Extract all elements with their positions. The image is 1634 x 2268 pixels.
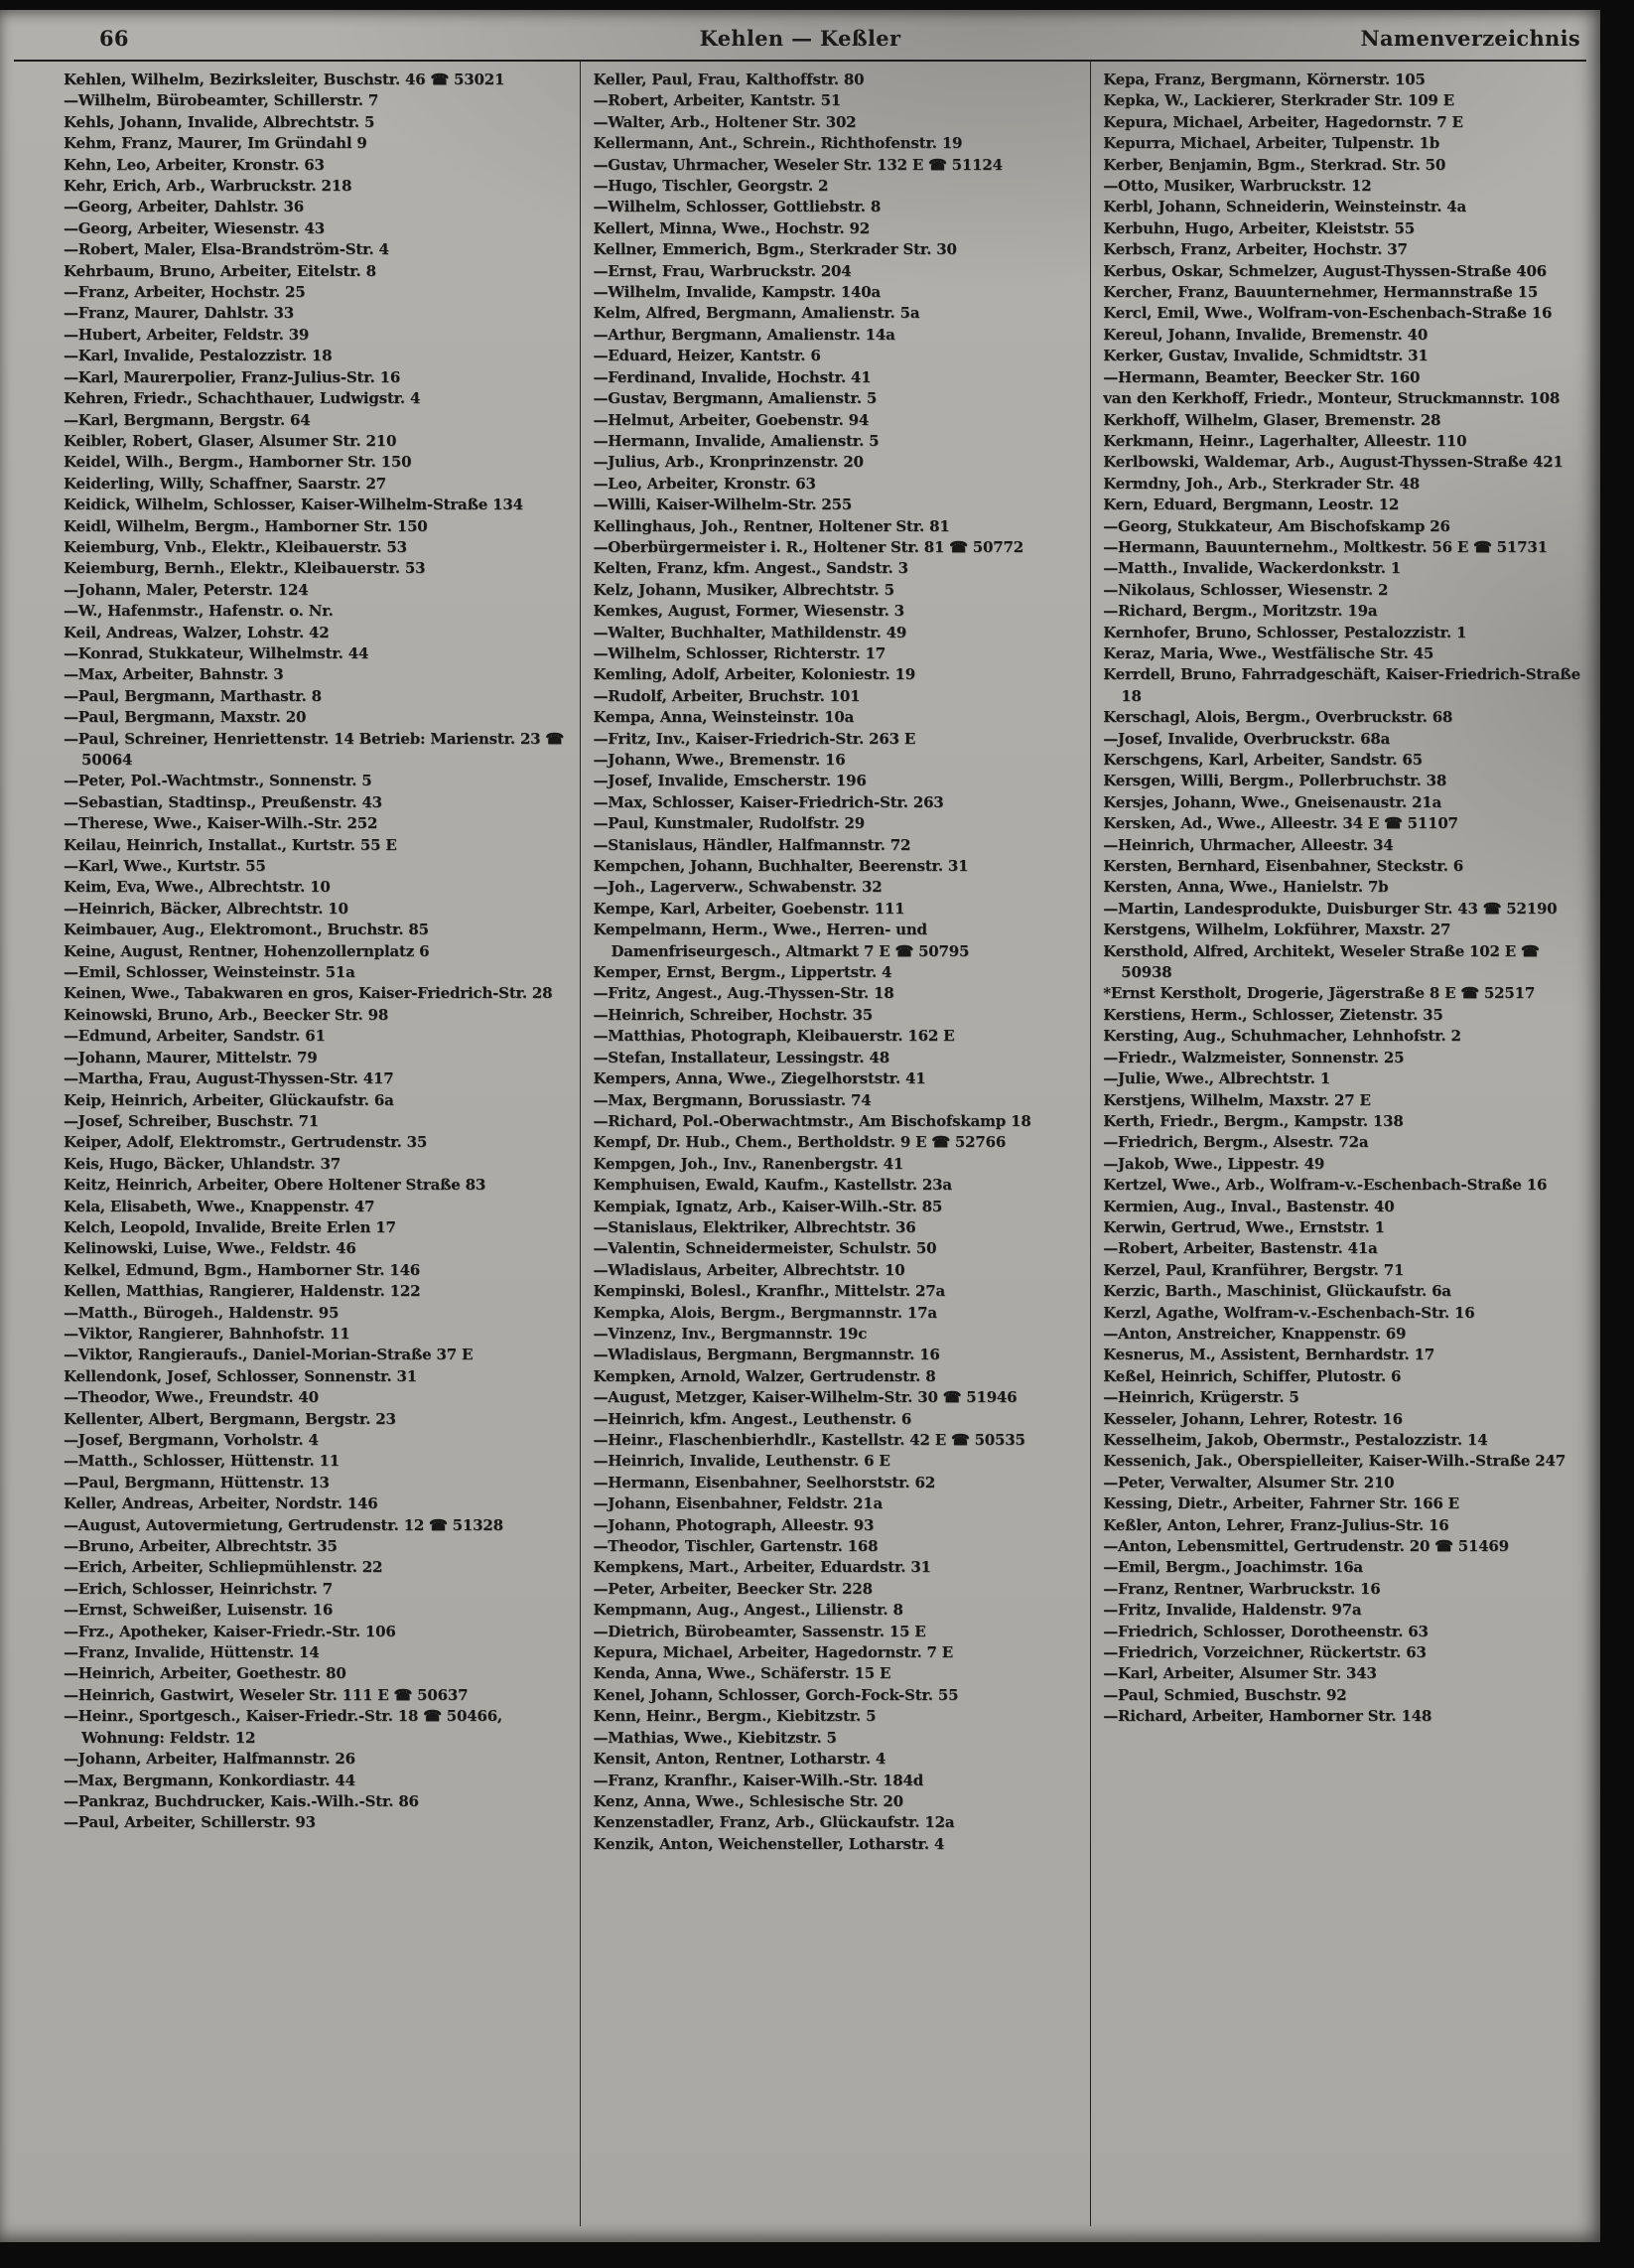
- directory-entry: —Heinrich, Schreiber, Hochstr. 35: [593, 1005, 874, 1024]
- directory-entry: —Hermann, Eisenbahner, Seelhorststr. 62: [593, 1473, 936, 1491]
- directory-entry: —Gustav, Bergmann, Amalienstr. 5: [593, 389, 878, 408]
- directory-entry: —Joh., Lagerverw., Schwabenstr. 32: [593, 878, 883, 897]
- directory-entry: —Friedr., Walzmeister, Sonnenstr. 25: [1103, 1048, 1405, 1066]
- directory-entry: Kepa, Franz, Bergmann, Körnerstr. 105: [1103, 71, 1426, 88]
- directory-entry: —Erich, Schlosser, Heinrichstr. 7: [64, 1579, 333, 1598]
- directory-entry: —Wladislaus, Arbeiter, Albrechtstr. 10: [593, 1260, 905, 1279]
- directory-entry: Kerzl, Agathe, Wolfram-v.-Eschenbach-Str. 16: [1103, 1303, 1475, 1322]
- directory-entry: —Heinr., Sportgesch., Kaiser-Friedr.-Str. 18 ☎ 50466, Wohnung: Feldstr. 12: [64, 1707, 502, 1747]
- directory-entry: —Heinrich, Bäcker, Albrechtstr. 10: [64, 899, 348, 918]
- directory-entry: Kessenich, Jak., Oberspielleiter, Kaiser-Wilh.-Straße 247: [1103, 1452, 1566, 1471]
- directory-entry: Kessing, Dietr., Arbeiter, Fahrner Str. 166 E: [1103, 1494, 1459, 1513]
- directory-entry: —Franz, Kranfhr., Kaiser-Wilh.-Str. 184d: [593, 1771, 924, 1789]
- directory-entry: Kermien, Aug., Inval., Bastenstr. 40: [1103, 1197, 1395, 1215]
- directory-entry: Kepurra, Michael, Arbeiter, Tulpenstr. 1b: [1103, 134, 1439, 153]
- directory-entry: Keil, Andreas, Walzer, Lohstr. 42: [64, 623, 330, 641]
- directory-entry: —Helmut, Arbeiter, Goebenstr. 94: [593, 410, 870, 429]
- directory-entry: Kemper, Ernst, Bergm., Lippertstr. 4: [593, 963, 892, 982]
- directory-entry: —Friedrich, Schlosser, Dorotheenstr. 63: [1103, 1622, 1429, 1640]
- directory-entry: Kehren, Friedr., Schachthauer, Ludwigstr. 4: [64, 389, 421, 408]
- directory-entry: Kersthold, Alfred, Architekt, Weseler Straße 102 E ☎ 50938: [1103, 941, 1540, 982]
- directory-entry: Keinen, Wwe., Tabakwaren en gros, Kaiser-Friedrich-Str. 28: [64, 984, 553, 1003]
- directory-entry: Kempken, Arnold, Walzer, Gertrudenstr. 8: [593, 1366, 936, 1385]
- directory-entry: —Robert, Maler, Elsa-Brandström-Str. 4: [64, 240, 389, 259]
- directory-entry: —Ferdinand, Invalide, Hochstr. 41: [593, 367, 872, 386]
- directory-entry: —Heinrich, Uhrmacher, Alleestr. 34: [1103, 835, 1394, 854]
- directory-entry: —Franz, Rentner, Warbruckstr. 16: [1103, 1579, 1381, 1598]
- directory-entry: Kersgen, Willi, Bergm., Pollerbruchstr. 38: [1103, 772, 1447, 790]
- directory-entry: Kersjes, Johann, Wwe., Gneisenaustr. 21a: [1103, 792, 1442, 811]
- directory-entry: Kerlbowski, Waldemar, Arb., August-Thyssen-Straße 421: [1103, 453, 1564, 472]
- directory-entry: Kempgen, Joh., Inv., Ranenbergstr. 41: [593, 1154, 904, 1173]
- directory-entry: —Viktor, Rangieraufs., Daniel-Morian-Straße 37 E: [64, 1346, 474, 1364]
- directory-entry: —Wilhelm, Schlosser, Richterstr. 17: [593, 643, 885, 662]
- directory-entry: Kelch, Leopold, Invalide, Breite Erlen 17: [64, 1217, 396, 1236]
- directory-entry: Kersten, Anna, Wwe., Hanielstr. 7b: [1103, 878, 1389, 897]
- directory-entry: Kenz, Anna, Wwe., Schlesische Str. 20: [593, 1791, 903, 1810]
- directory-entry: Kenzik, Anton, Weichensteller, Lotharstr. 4: [593, 1834, 945, 1853]
- directory-entry: —Max, Arbeiter, Bahnstr. 3: [64, 665, 284, 684]
- directory-entry: —Wladislaus, Bergmann, Bergmannstr. 16: [593, 1346, 940, 1364]
- directory-entry: Kesnerus, M., Assistent, Bernhardstr. 17: [1103, 1346, 1435, 1364]
- directory-entry: —Bruno, Arbeiter, Albrechtstr. 35: [64, 1537, 338, 1556]
- directory-entry: —Jakob, Wwe., Lippestr. 49: [1103, 1154, 1325, 1173]
- directory-entry: —Erich, Arbeiter, Schliepmühlenstr. 22: [64, 1558, 383, 1577]
- directory-entry: —Eduard, Heizer, Kantstr. 6: [593, 347, 821, 365]
- directory-entry: Kepura, Michael, Arbeiter, Hagedornstr. 7 E: [593, 1643, 953, 1662]
- directory-entry: Kercher, Franz, Bauunternehmer, Hermannstraße 15: [1103, 283, 1539, 302]
- directory-entry: —Matth., Invalide, Wackerdonkstr. 1: [1103, 559, 1402, 578]
- directory-entry: —Max, Schlosser, Kaiser-Friedrich-Str. 263: [593, 792, 944, 811]
- directory-entry: —August, Autovermietung, Gertrudenstr. 12 ☎ 51328: [64, 1515, 503, 1534]
- directory-entry: Keßler, Anton, Lehrer, Franz-Julius-Str. 16: [1103, 1515, 1449, 1534]
- page-header: [14, 20, 1586, 62]
- directory-entry: Kelm, Alfred, Bergmann, Amalienstr. 5a: [593, 304, 920, 323]
- directory-entry: —Heinrich, Arbeiter, Goethestr. 80: [64, 1664, 346, 1683]
- directory-entry: Kempers, Anna, Wwe., Ziegelhorststr. 41: [593, 1069, 926, 1088]
- directory-entry: Kenel, Johann, Schlosser, Gorch-Fock-Str. 55: [593, 1685, 959, 1704]
- directory-entry: —Emil, Bergm., Joachimstr. 16a: [1103, 1558, 1363, 1577]
- directory-column-3: [1090, 62, 1600, 2226]
- directory-entry: Kerbl, Johann, Schneiderin, Weinsteinstr. 4a: [1103, 198, 1466, 216]
- directory-entry: —Theodor, Wwe., Freundstr. 40: [64, 1388, 319, 1407]
- directory-entry: —Josef, Invalide, Overbruckstr. 68a: [1103, 729, 1391, 748]
- directory-entry: —Pankraz, Buchdrucker, Kais.-Wilh.-Str. 86: [64, 1791, 419, 1810]
- directory-entry: Kertzel, Wwe., Arb., Wolfram-v.-Eschenbach-Straße 16: [1103, 1176, 1548, 1195]
- directory-entry: Keinowski, Bruno, Arb., Beecker Str. 98: [64, 1005, 389, 1024]
- directory-entry: —Edmund, Arbeiter, Sandstr. 61: [64, 1027, 326, 1046]
- directory-entry: Kehlen, Wilhelm, Bezirksleiter, Buschstr. 46 ☎ 53021: [64, 71, 505, 88]
- directory-entry: —Arthur, Bergmann, Amalienstr. 14a: [593, 325, 895, 344]
- directory-entry: Kempkens, Mart., Arbeiter, Eduardstr. 31: [593, 1558, 931, 1577]
- directory-entry: —Josef, Bergmann, Vorholstr. 4: [64, 1431, 319, 1449]
- directory-entry: —W., Hafenmstr., Hafenstr. o. Nr.: [64, 602, 334, 621]
- directory-entry: —Johann, Maurer, Mittelstr. 79: [64, 1048, 318, 1066]
- directory-entry: Kempe, Karl, Arbeiter, Goebenstr. 111: [593, 899, 905, 918]
- directory-entry: —Max, Bergmann, Borussiastr. 74: [593, 1090, 872, 1109]
- directory-entry: —Fritz, Angest., Aug.-Thyssen-Str. 18: [593, 984, 894, 1003]
- directory-entry: Kehls, Johann, Invalide, Albrechtstr. 5: [64, 112, 375, 131]
- directory-entry: —Heinr., Flaschenbierhdlr., Kastellstr. 42 E ☎ 50535: [593, 1431, 1025, 1449]
- directory-entry: Keidel, Wilh., Bergm., Hamborner Str. 150: [64, 453, 412, 472]
- directory-entry: Kerzic, Barth., Maschinist, Glückaufstr. 6a: [1103, 1282, 1451, 1301]
- directory-entry: —Johann, Photograph, Alleestr. 93: [593, 1515, 875, 1534]
- directory-entry: —Valentin, Schneidermeister, Schulstr. 50: [593, 1239, 937, 1258]
- directory-entry: Kerbuhn, Hugo, Arbeiter, Kleiststr. 55: [1103, 218, 1416, 237]
- directory-entry: Kersten, Bernhard, Eisenbahner, Steckstr. 6: [1103, 857, 1464, 876]
- directory-entry: Kerrdell, Bruno, Fahrradgeschäft, Kaiser-Friedrich-Straße 18: [1103, 665, 1580, 705]
- directory-entry: —Matth., Schlosser, Hüttenstr. 11: [64, 1452, 340, 1471]
- directory-entry: Kerth, Friedr., Bergm., Kampstr. 138: [1103, 1111, 1404, 1130]
- directory-entry: Keller, Paul, Frau, Kalthoffstr. 80: [593, 71, 865, 88]
- directory-entry: Kellendonk, Josef, Schlosser, Sonnenstr. 31: [64, 1366, 417, 1385]
- directory-entry: Kehn, Leo, Arbeiter, Kronstr. 63: [64, 155, 325, 174]
- directory-entry: —Johann, Wwe., Bremenstr. 16: [593, 751, 846, 769]
- directory-entry: —Fritz, Invalide, Haldenstr. 97a: [1103, 1601, 1362, 1620]
- directory-entry: —Leo, Arbeiter, Kronstr. 63: [593, 474, 816, 493]
- directory-entry: Kenn, Heinr., Bergm., Kiebitzstr. 5: [593, 1707, 877, 1726]
- directory-entry: Kellen, Matthias, Rangierer, Haldenstr. 122: [64, 1282, 421, 1301]
- directory-entry: Kempa, Anna, Weinsteinstr. 10a: [593, 708, 855, 727]
- directory-entry: Kemphuisen, Ewald, Kaufm., Kastellstr. 23a: [593, 1176, 952, 1195]
- directory-entry: Kelten, Franz, kfm. Angest., Sandstr. 3: [593, 559, 908, 578]
- directory-entry: —Georg, Arbeiter, Wiesenstr. 43: [64, 218, 325, 237]
- directory-entry: Keraz, Maria, Wwe., Westfälische Str. 45: [1103, 643, 1434, 662]
- directory-entry: Kerbsch, Franz, Arbeiter, Hochstr. 37: [1103, 240, 1408, 259]
- directory-entry: *Ernst Kerstholt, Drogerie, Jägerstraße 8 E ☎ 52517: [1103, 984, 1536, 1003]
- directory-entry: Kela, Elisabeth, Wwe., Knappenstr. 47: [64, 1197, 375, 1215]
- directory-entry: Kesselheim, Jakob, Obermstr., Pestalozzistr. 14: [1103, 1431, 1488, 1449]
- directory-entry: Kerstjens, Wilhelm, Maxstr. 27 E: [1103, 1090, 1371, 1109]
- directory-entry: Kerkhoff, Wilhelm, Glaser, Bremenstr. 28: [1103, 410, 1441, 429]
- directory-entry: —Johann, Arbeiter, Halfmannstr. 26: [64, 1750, 355, 1769]
- directory-entry: Kersken, Ad., Wwe., Alleestr. 34 E ☎ 51107: [1103, 814, 1458, 833]
- directory-entry: —Walter, Buchhalter, Mathildenstr. 49: [593, 623, 907, 641]
- directory-entry: —Rudolf, Arbeiter, Bruchstr. 101: [593, 686, 861, 705]
- directory-entry: Keiemburg, Bernh., Elektr., Kleibauerstr. 53: [64, 559, 426, 578]
- directory-entry: —Julius, Arb., Kronprinzenstr. 20: [593, 453, 864, 472]
- directory-page: [0, 10, 1600, 2242]
- directory-entry: Kelz, Johann, Musiker, Albrechtstr. 5: [593, 580, 894, 599]
- directory-entry: Kepka, W., Lackierer, Sterkrader Str. 109 E: [1103, 91, 1454, 110]
- directory-entry: —Johann, Maler, Peterstr. 124: [64, 580, 309, 599]
- directory-entry: —Richard, Arbeiter, Hamborner Str. 148: [1103, 1707, 1432, 1726]
- directory-entry: —Gustav, Uhrmacher, Weseler Str. 132 E ☎ 51124: [593, 155, 1003, 174]
- directory-entry: —Therese, Wwe., Kaiser-Wilh.-Str. 252: [64, 814, 378, 833]
- directory-entry: —Friedrich, Bergm., Alsestr. 72a: [1103, 1133, 1369, 1152]
- directory-entry: —Peter, Pol.-Wachtmstr., Sonnenstr. 5: [64, 772, 372, 790]
- directory-entry: Kempf, Dr. Hub., Chem., Bertholdstr. 9 E ☎ 52766: [593, 1133, 1007, 1152]
- directory-entry: —Richard, Bergm., Moritzstr. 19a: [1103, 602, 1378, 621]
- directory-entry: —Matth., Bürogeh., Haldenstr. 95: [64, 1303, 340, 1322]
- directory-entry: Kemling, Adolf, Arbeiter, Koloniestr. 19: [593, 665, 916, 684]
- directory-entry: —Walter, Arb., Holtener Str. 302: [593, 112, 857, 131]
- directory-entry: —Peter, Verwalter, Alsumer Str. 210: [1103, 1473, 1395, 1491]
- directory-entry: Kercl, Emil, Wwe., Wolfram-von-Eschenbach-Straße 16: [1103, 304, 1553, 323]
- directory-entry: —Viktor, Rangierer, Bahnhofstr. 11: [64, 1324, 350, 1343]
- directory-entry: Kerber, Benjamin, Bgm., Sterkrad. Str. 50: [1103, 155, 1446, 174]
- directory-entry: Kellinghaus, Joh., Rentner, Holtener Str. 81: [593, 516, 950, 535]
- directory-entry: —Anton, Anstreicher, Knappenstr. 69: [1103, 1324, 1407, 1343]
- directory-entry: —Josef, Schreiber, Buschstr. 71: [64, 1111, 320, 1130]
- directory-entry: —Georg, Arbeiter, Dahlstr. 36: [64, 198, 304, 216]
- directory-entry: —Franz, Maurer, Dahlstr. 33: [64, 304, 294, 323]
- directory-entry: Kern, Eduard, Bergmann, Leostr. 12: [1103, 496, 1400, 514]
- directory-entry: Kempinski, Bolesl., Kranfhr., Mittelstr. 27a: [593, 1282, 946, 1301]
- directory-columns: [0, 62, 1600, 2226]
- directory-entry: —Fritz, Inv., Kaiser-Friedrich-Str. 263 E: [593, 729, 916, 748]
- directory-entry: —Paul, Bergmann, Hüttenstr. 13: [64, 1473, 330, 1491]
- directory-entry: —Friedrich, Vorzeichner, Rückertstr. 63: [1103, 1643, 1427, 1662]
- directory-entry: Keitz, Heinrich, Arbeiter, Obere Holtener Straße 83: [64, 1176, 486, 1195]
- directory-entry: Kellenter, Albert, Bergmann, Bergstr. 23: [64, 1409, 396, 1428]
- directory-entry: Kerschgens, Karl, Arbeiter, Sandstr. 65: [1103, 751, 1423, 769]
- directory-entry: —Johann, Eisenbahner, Feldstr. 21a: [593, 1494, 883, 1513]
- directory-entry: —Frz., Apotheker, Kaiser-Friedr.-Str. 106: [64, 1622, 396, 1640]
- directory-entry: —Robert, Arbeiter, Kantstr. 51: [593, 91, 842, 110]
- directory-entry: —Oberbürgermeister i. R., Holtener Str. 81 ☎ 50772: [593, 537, 1023, 556]
- directory-entry: Kerbus, Oskar, Schmelzer, August-Thyssen-Straße 406: [1103, 261, 1547, 280]
- directory-entry: —Richard, Pol.-Oberwachtmstr., Am Bischofskamp 18: [593, 1111, 1031, 1130]
- directory-entry: Kerkmann, Heinr., Lagerhalter, Alleestr. 110: [1103, 431, 1467, 450]
- directory-entry: Kempiak, Ignatz, Arb., Kaiser-Wilh.-Str. 85: [593, 1197, 943, 1215]
- directory-entry: —Stefan, Installateur, Lessingstr. 48: [593, 1048, 889, 1066]
- directory-entry: —Heinrich, kfm. Angest., Leuthenstr. 6: [593, 1409, 912, 1428]
- directory-entry: —Paul, Arbeiter, Schillerstr. 93: [64, 1813, 316, 1832]
- directory-entry: —Franz, Invalide, Hüttenstr. 14: [64, 1643, 320, 1662]
- directory-entry: —Hubert, Arbeiter, Feldstr. 39: [64, 325, 310, 344]
- directory-entry: Keller, Andreas, Arbeiter, Nordstr. 146: [64, 1494, 378, 1513]
- directory-entry: —Stanislaus, Händler, Halfmannstr. 72: [593, 835, 911, 854]
- directory-entry: Keis, Hugo, Bäcker, Uhlandstr. 37: [64, 1154, 340, 1173]
- directory-entry: Kellermann, Ant., Schrein., Richthofenstr. 19: [593, 134, 963, 153]
- directory-entry: —Karl, Arbeiter, Alsumer Str. 343: [1103, 1664, 1377, 1683]
- directory-entry: —Robert, Arbeiter, Bastenstr. 41a: [1103, 1239, 1378, 1258]
- directory-entry: Kelkel, Edmund, Bgm., Hamborner Str. 146: [64, 1260, 421, 1279]
- directory-entry: —Theodor, Tischler, Gartenstr. 168: [593, 1537, 879, 1556]
- directory-entry: —Wilhelm, Bürobeamter, Schillerstr. 7: [64, 91, 379, 110]
- directory-entry: —Paul, Bergmann, Marthastr. 8: [64, 686, 322, 705]
- directory-entry: —Julie, Wwe., Albrechtstr. 1: [1103, 1069, 1331, 1088]
- directory-entry: Kerschagl, Alois, Bergm., Overbruckstr. 68: [1103, 708, 1453, 727]
- directory-entry: Keine, August, Rentner, Hohenzollernplatz 6: [64, 941, 430, 960]
- directory-entry: Keidick, Wilhelm, Schlosser, Kaiser-Wilhelm-Straße 134: [64, 496, 523, 514]
- directory-entry: Kereul, Johann, Invalide, Bremenstr. 40: [1103, 325, 1429, 344]
- directory-entry: —Paul, Schmied, Buschstr. 92: [1103, 1685, 1347, 1704]
- directory-entry: —Mathias, Wwe., Kiebitzstr. 5: [593, 1728, 837, 1747]
- directory-entry: Kellner, Emmerich, Bgm., Sterkrader Str. 30: [593, 240, 957, 259]
- directory-column-2: [580, 62, 1090, 2226]
- section-label: Namenverzeichnis: [1360, 26, 1580, 51]
- page-title: Kehlen — Keßler: [699, 26, 901, 51]
- directory-entry: —Paul, Schreiner, Henriettenstr. 14 Betrieb: Marienstr. 23 ☎ 50064: [64, 729, 564, 769]
- directory-entry: —Karl, Wwe., Kurtstr. 55: [64, 857, 266, 876]
- directory-entry: —Paul, Bergmann, Maxstr. 20: [64, 708, 307, 727]
- page-number: 66: [99, 26, 129, 51]
- directory-entry: Kempchen, Johann, Buchhalter, Beerenstr. 31: [593, 857, 969, 876]
- directory-entry: —Otto, Musiker, Warbruckstr. 12: [1103, 177, 1372, 196]
- directory-entry: Kempelmann, Herm., Wwe., Herren- und Damenfriseurgesch., Altmarkt 7 E ☎ 50795: [593, 921, 970, 960]
- directory-entry: —Hermann, Invalide, Amalienstr. 5: [593, 431, 880, 450]
- directory-entry: —Georg, Stukkateur, Am Bischofskamp 26: [1103, 516, 1450, 535]
- directory-entry: Kelinowski, Luise, Wwe., Feldstr. 46: [64, 1239, 356, 1258]
- directory-entry: Kehr, Erich, Arb., Warbruckstr. 218: [64, 177, 352, 196]
- directory-column-1: [0, 62, 580, 2226]
- directory-entry: Kerstgens, Wilhelm, Lokführer, Maxstr. 27: [1103, 921, 1451, 939]
- directory-entry: Kenzenstadler, Franz, Arb., Glückaufstr. 12a: [593, 1813, 955, 1832]
- directory-entry: Keimbauer, Aug., Elektromont., Bruchstr. 85: [64, 921, 429, 939]
- directory-entry: —Karl, Bergmann, Bergstr. 64: [64, 410, 311, 429]
- directory-entry: Kersting, Aug., Schuhmacher, Lehnhofstr. 2: [1103, 1027, 1461, 1046]
- directory-entry: Keiderling, Willy, Schaffner, Saarstr. 27: [64, 474, 386, 493]
- directory-entry: —Stanislaus, Elektriker, Albrechtstr. 36: [593, 1217, 916, 1236]
- directory-entry: —Josef, Invalide, Emscherstr. 196: [593, 772, 867, 790]
- directory-entry: Kempmann, Aug., Angest., Lilienstr. 8: [593, 1601, 903, 1620]
- directory-entry: Kemkes, August, Former, Wiesenstr. 3: [593, 602, 904, 621]
- directory-entry: Keibler, Robert, Glaser, Alsumer Str. 210: [64, 431, 397, 450]
- directory-entry: Keiemburg, Vnb., Elektr., Kleibauerstr. 53: [64, 537, 407, 556]
- directory-entry: —Peter, Arbeiter, Beecker Str. 228: [593, 1579, 873, 1598]
- directory-entry: —Heinrich, Gastwirt, Weseler Str. 111 E ☎ 50637: [64, 1685, 469, 1704]
- directory-entry: —Ernst, Frau, Warbruckstr. 204: [593, 261, 852, 280]
- directory-entry: —Matthias, Photograph, Kleibauerstr. 162 E: [593, 1027, 955, 1046]
- directory-entry: Keßel, Heinrich, Schiffer, Plutostr. 6: [1103, 1366, 1402, 1385]
- directory-entry: —Ernst, Schweißer, Luisenstr. 16: [64, 1601, 334, 1620]
- directory-entry: Kermdny, Joh., Arb., Sterkrader Str. 48: [1103, 474, 1420, 493]
- directory-entry: Kerzel, Paul, Kranführer, Bergstr. 71: [1103, 1260, 1405, 1279]
- directory-entry: —Hermann, Beamter, Beecker Str. 160: [1103, 367, 1421, 386]
- directory-entry: —Dietrich, Bürobeamter, Sassenstr. 15 E: [593, 1622, 926, 1640]
- directory-entry: —Konrad, Stukkateur, Wilhelmstr. 44: [64, 643, 369, 662]
- directory-entry: —Sebastian, Stadtinsp., Preußenstr. 43: [64, 792, 382, 811]
- directory-entry: Kepura, Michael, Arbeiter, Hagedornstr. 7 E: [1103, 112, 1463, 131]
- directory-entry: —Willi, Kaiser-Wilhelm-Str. 255: [593, 496, 853, 514]
- directory-entry: Kehrbaum, Bruno, Arbeiter, Eitelstr. 8: [64, 261, 376, 280]
- directory-entry: Kerwin, Gertrud, Wwe., Ernststr. 1: [1103, 1217, 1385, 1236]
- directory-entry: —August, Metzger, Kaiser-Wilhelm-Str. 30 ☎ 51946: [593, 1388, 1018, 1407]
- directory-entry: —Martin, Landesprodukte, Duisburger Str. 43 ☎ 52190: [1103, 899, 1558, 918]
- directory-entry: —Emil, Schlosser, Weinsteinstr. 51a: [64, 963, 355, 982]
- directory-entry: —Heinrich, Invalide, Leuthenstr. 6 E: [593, 1452, 890, 1471]
- directory-entry: —Heinrich, Krügerstr. 5: [1103, 1388, 1299, 1407]
- directory-entry: Kehm, Franz, Maurer, Im Gründahl 9: [64, 134, 367, 153]
- directory-entry: Keilau, Heinrich, Installat., Kurtstr. 55 E: [64, 835, 397, 854]
- directory-entry: Kensit, Anton, Rentner, Lotharstr. 4: [593, 1750, 886, 1769]
- directory-entry: Keip, Heinrich, Arbeiter, Glückaufstr. 6a: [64, 1090, 394, 1109]
- directory-entry: Kerstiens, Herm., Schlosser, Zietenstr. 35: [1103, 1005, 1443, 1024]
- directory-entry: Keiper, Adolf, Elektromstr., Gertrudenstr. 35: [64, 1133, 428, 1152]
- directory-entry: Kernhofer, Bruno, Schlosser, Pestalozzistr. 1: [1103, 623, 1467, 641]
- directory-entry: Keim, Eva, Wwe., Albrechtstr. 10: [64, 878, 331, 897]
- directory-entry: —Wilhelm, Invalide, Kampstr. 140a: [593, 283, 882, 302]
- directory-entry: Kellert, Minna, Wwe., Hochstr. 92: [593, 218, 871, 237]
- directory-entry: —Paul, Kunstmaler, Rudolfstr. 29: [593, 814, 865, 833]
- directory-entry: —Nikolaus, Schlosser, Wiesenstr. 2: [1103, 580, 1389, 599]
- directory-entry: Kenda, Anna, Wwe., Schäferstr. 15 E: [593, 1664, 891, 1683]
- directory-entry: —Hermann, Bauunternehm., Moltkestr. 56 E ☎ 51731: [1103, 537, 1548, 556]
- directory-entry: Keidl, Wilhelm, Bergm., Hamborner Str. 150: [64, 516, 428, 535]
- directory-entry: Kerker, Gustav, Invalide, Schmidtstr. 31: [1103, 347, 1429, 365]
- directory-entry: Kesseler, Johann, Lehrer, Rotestr. 16: [1103, 1409, 1403, 1428]
- directory-entry: Kempka, Alois, Bergm., Bergmannstr. 17a: [593, 1303, 937, 1322]
- directory-entry: —Martha, Frau, August-Thyssen-Str. 417: [64, 1069, 394, 1088]
- directory-entry: —Wilhelm, Schlosser, Gottliebstr. 8: [593, 198, 882, 216]
- directory-entry: —Karl, Invalide, Pestalozzistr. 18: [64, 347, 333, 365]
- directory-entry: —Max, Bergmann, Konkordiastr. 44: [64, 1771, 355, 1789]
- directory-entry: —Vinzenz, Inv., Bergmannstr. 19c: [593, 1324, 868, 1343]
- directory-entry: —Hugo, Tischler, Georgstr. 2: [593, 177, 829, 196]
- directory-entry: van den Kerkhoff, Friedr., Monteur, Struckmannstr. 108: [1103, 389, 1561, 408]
- directory-entry: —Karl, Maurerpolier, Franz-Julius-Str. 16: [64, 367, 401, 386]
- directory-entry: —Anton, Lebensmittel, Gertrudenstr. 20 ☎ 51469: [1103, 1537, 1509, 1556]
- directory-entry: —Franz, Arbeiter, Hochstr. 25: [64, 283, 306, 302]
